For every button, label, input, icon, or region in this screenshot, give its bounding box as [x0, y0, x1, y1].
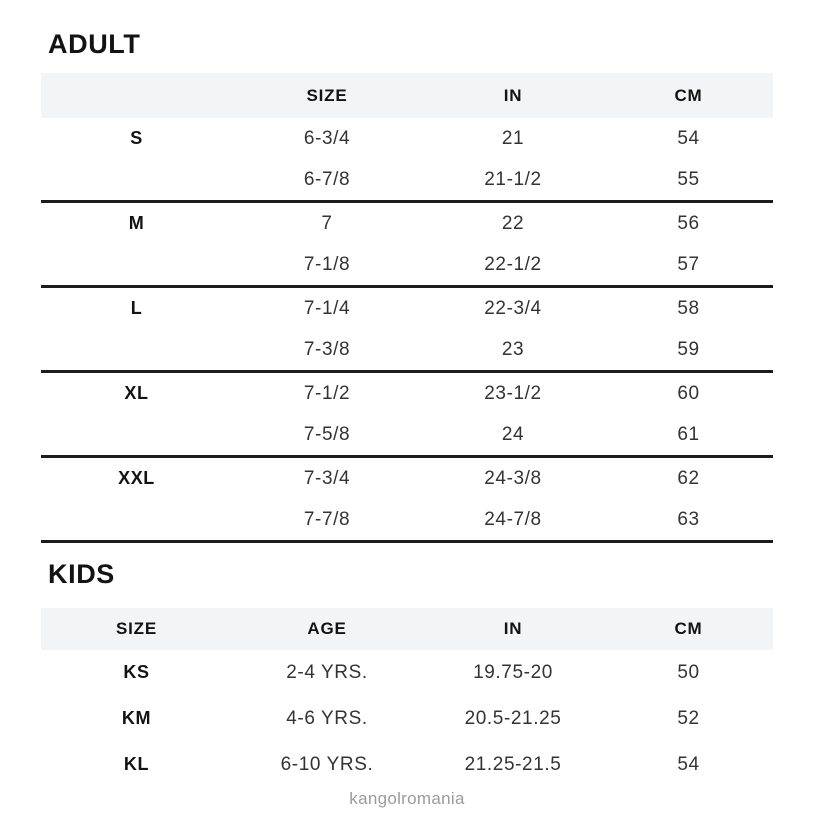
table-row [41, 203, 773, 244]
size-letter: M [128, 213, 145, 234]
kids-size-table [41, 608, 773, 788]
cm-value: 60 [677, 382, 700, 404]
inches-value: 22-3/4 [484, 297, 542, 319]
hat-size-value: 6-7/8 [303, 168, 351, 190]
table-row [41, 650, 773, 696]
inches-value: 23 [501, 338, 525, 360]
hat-size-value: 6-3/4 [303, 127, 351, 149]
adult-group-xl [41, 373, 773, 458]
adult-header-size: SIZE [306, 85, 348, 105]
hat-size-value: 7-1/4 [303, 297, 351, 319]
size-letter: KS [123, 662, 150, 683]
size-letter: XXL [118, 468, 155, 489]
table-row [41, 458, 773, 499]
age-value: 2-4 YRS. [286, 661, 368, 683]
table-row [41, 414, 773, 455]
adult-group-xxl [41, 458, 773, 543]
hat-size-value: 7-3/4 [303, 467, 351, 489]
table-row [41, 742, 773, 788]
inches-value: 21 [501, 127, 525, 149]
kids-header-size: SIZE [116, 618, 157, 638]
inches-value: 22-1/2 [484, 253, 542, 275]
inches-value: 24 [501, 423, 525, 445]
adult-group-s [41, 118, 773, 203]
inches-value: 22 [501, 212, 525, 234]
hat-size-value: 7-1/8 [303, 253, 351, 275]
size-letter: S [130, 128, 143, 149]
cm-value: 63 [677, 508, 700, 530]
size-letter: KL [123, 754, 150, 775]
kids-header-in: IN [503, 618, 523, 638]
adult-header-cm: CM [674, 85, 703, 105]
kids-header-age: AGE [307, 618, 347, 638]
kids-table-header-row [41, 608, 773, 650]
adult-table-header-row [41, 73, 773, 118]
hat-size-value: 7-1/2 [303, 382, 351, 404]
table-row [41, 696, 773, 742]
adult-header-in: IN [503, 85, 523, 105]
age-value: 6-10 YRS. [280, 753, 374, 775]
hat-size-value: 7-3/8 [303, 338, 351, 360]
table-row [41, 329, 773, 370]
table-row [41, 118, 773, 159]
hat-size-value: 7 [321, 212, 333, 234]
table-row [41, 244, 773, 285]
cm-value: 54 [677, 127, 700, 149]
inches-value: 21-1/2 [484, 168, 542, 190]
inches-value: 23-1/2 [484, 382, 542, 404]
table-row [41, 373, 773, 414]
hat-size-value: 7-5/8 [303, 423, 351, 445]
inches-value: 21.25-21.5 [464, 753, 562, 775]
age-value: 4-6 YRS. [286, 707, 368, 729]
cm-value: 52 [677, 707, 700, 729]
inches-value: 24-7/8 [484, 508, 542, 530]
adult-size-table [41, 73, 773, 543]
inches-value: 19.75-20 [473, 661, 553, 683]
table-row [41, 159, 773, 200]
kids-section-title: KIDS [48, 559, 115, 590]
watermark-text: kangolromania [349, 788, 465, 808]
table-row [41, 288, 773, 329]
cm-value: 55 [677, 168, 700, 190]
cm-value: 50 [677, 661, 700, 683]
adult-group-m [41, 203, 773, 288]
hat-size-value: 7-7/8 [303, 508, 351, 530]
inches-value: 24-3/8 [484, 467, 542, 489]
cm-value: 62 [677, 467, 700, 489]
cm-value: 56 [677, 212, 700, 234]
size-letter: KM [121, 708, 152, 729]
cm-value: 59 [677, 338, 700, 360]
kids-header-cm: CM [674, 618, 703, 638]
inches-value: 20.5-21.25 [464, 707, 562, 729]
cm-value: 57 [677, 253, 700, 275]
size-letter: L [130, 298, 143, 319]
cm-value: 61 [677, 423, 700, 445]
size-letter: XL [124, 383, 149, 404]
adult-section-title: ADULT [48, 29, 141, 59]
table-row [41, 499, 773, 540]
cm-value: 54 [677, 753, 700, 775]
cm-value: 58 [677, 297, 700, 319]
adult-group-l [41, 288, 773, 373]
